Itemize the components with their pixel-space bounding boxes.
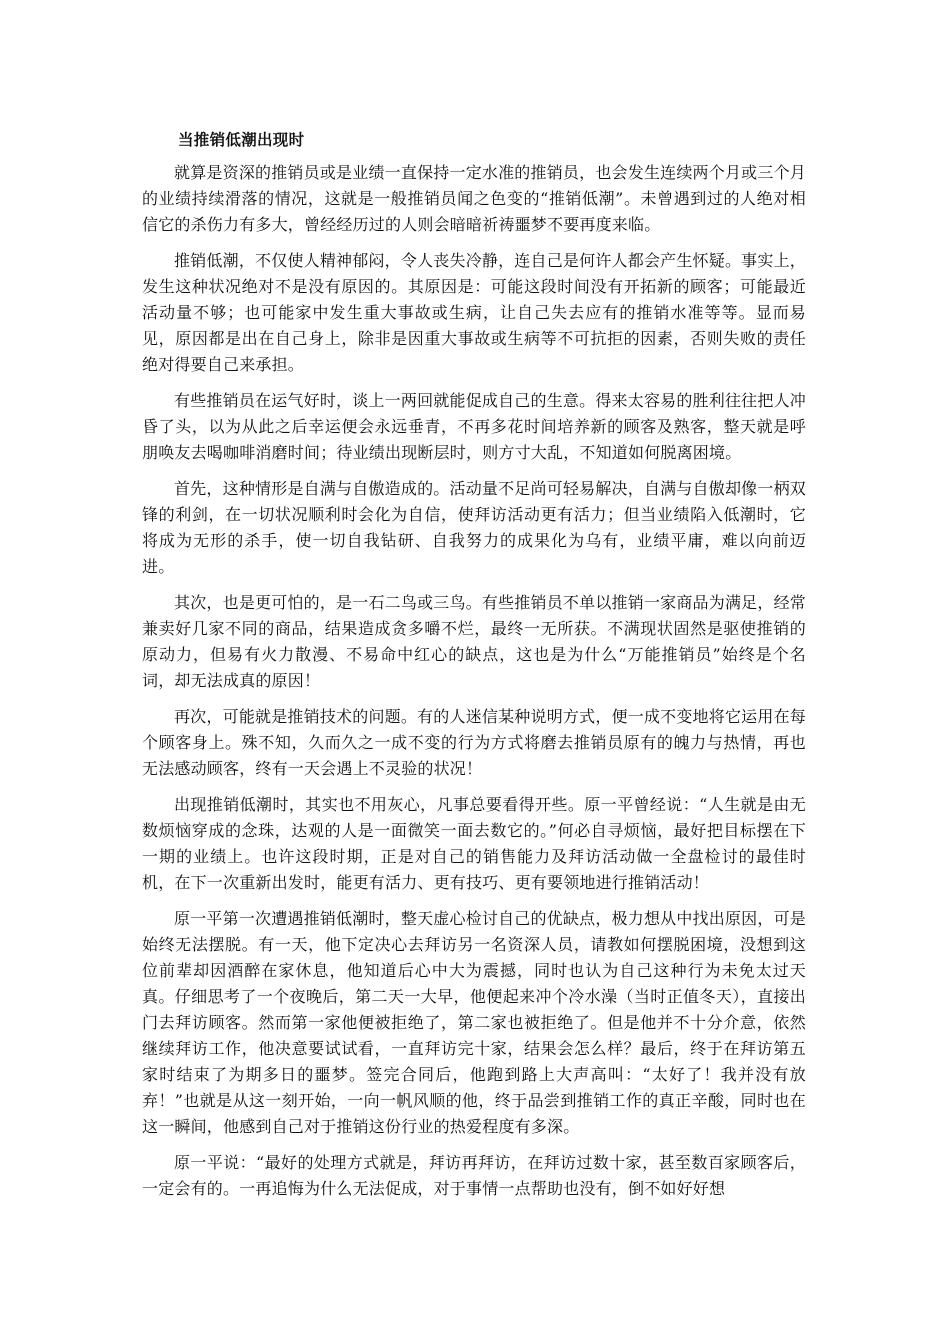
paragraph-6: 再次，可能就是推销技术的问题。有的人迷信某种说明方式，便一成不变地将它运用在每个顾客身上。殊不知，久而久之一成不变的行为方式将磨去推销员原有的魄力与热情，再也无法感动顾客，终有一天会遇上不灵验的状况！	[142, 707, 806, 778]
document-body	[142, 160, 806, 1212]
paragraph-1: 就算是资深的推销员或是业绩一直保持一定水准的推销员，也会发生连续两个月或三个月的业绩持续滑落的情况，这就是一般推销员闻之色变的“推销低潮”。未曾遇到过的人绝对相信它的杀伤力有多大，曾经经历过的人则会暗暗祈祷噩梦不要再度来临。	[142, 163, 806, 234]
paragraph-8: 原一平第一次遭遇推销低潮时，整天虚心检讨自己的优缺点，极力想从中找出原因，可是始终无法摆脱。有一天，他下定决心去拜访另一名资深人员，请教如何摆脱困境，没想到这位前辈却因酒醉在家休息，他知道后心中大为震撼，同时也认为自己这种行为未免太过天真。仔细思考了一个夜晚后，第二天一大早，他便起来冲个冷水澡（当时正值冬天），直接出门去拜访顾客。然而第一家他便被拒绝了，第二家也被拒绝了。但是他并不十分介意，依然继续拜访工作，他决意要试试看，一直拜访完十家，结果会怎么样？最后，终于在拜访第五家时结束了为期多日的噩梦。签完合同后，他跑到路上大声高叫：“太好了！我并没有放弃！”也就是从这一刻开始，一向一帆风顺的他，终于品尝到推销工作的真正辛酸，同时也在这一瞬间，他感到自己对于推销这份行业的热爱程度有多深。	[142, 909, 806, 1136]
paragraph-4: 首先，这种情形是自满与自傲造成的。活动量不足尚可轻易解决，自满与自傲却像一柄双锋的利剑，在一切状况顺利时会化为自信，使拜访活动更有活力；但当业绩陷入低潮时，它将成为无形的杀手，使一切自我钻研、自我努力的成果化为乌有，业绩平庸，难以向前迈进。	[142, 479, 806, 576]
paragraph-2: 推销低潮，不仅使人精神郁闷，令人丧失冷静，连自己是何许人都会产生怀疑。事实上，发生这种状况绝对不是没有原因的。其原因是：可能这段时间没有开拓新的顾客；可能最近活动量不够；也可能家中发生重大事故或生病，让自己失去应有的推销水准等等。显而易见，原因都是出在自己身上，除非是因重大事故或生病等不可抗拒的因素，否则失败的责任绝对得要自己来承担。	[142, 251, 806, 374]
paragraph-9: 原一平说：“最好的处理方式就是，拜访再拜访，在拜访过数十家，甚至数百家顾客后，一定会有的。一再追悔为什么无法促成，对于事情一点帮助也没有，倒不如好好想	[142, 1153, 806, 1198]
document-title: 当推销低潮出现时	[178, 130, 305, 149]
paragraph-5: 其次，也是更可怕的，是一石二鸟或三鸟。有些推销员不单以推销一家商品为满足，经常兼卖好几家不同的商品，结果造成贪多嚼不烂，最终一无所获。不满现状固然是驱使推销的原动力，但易有火力散漫、不易命中红心的缺点，这也是为什么“万能推销员”始终是个名词，却无法成真的原因！	[142, 593, 806, 690]
paragraph-7: 出现推销低潮时，其实也不用灰心，凡事总要看得开些。原一平曾经说：“人生就是由无数烦恼穿成的念珠，达观的人是一面微笑一面去数它的。”何必自寻烦恼，最好把目标摆在下一期的业绩上。也许这段时期，正是对自己的销售能力及拜访活动做一全盘检讨的最佳时机，在下一次重新出发时，能更有活力、更有技巧、更有要领地进行推销活动！	[142, 795, 806, 892]
paragraph-3: 有些推销员在运气好时，谈上一两回就能促成自己的生意。得来太容易的胜利往往把人冲昏了头，以为从此之后幸运便会永远垂青，不再多花时间培养新的顾客及熟客，整天就是呼朋唤友去喝咖啡消磨时间；待业绩出现断层时，则方寸大乱，不知道如何脱离困境。	[142, 391, 806, 462]
